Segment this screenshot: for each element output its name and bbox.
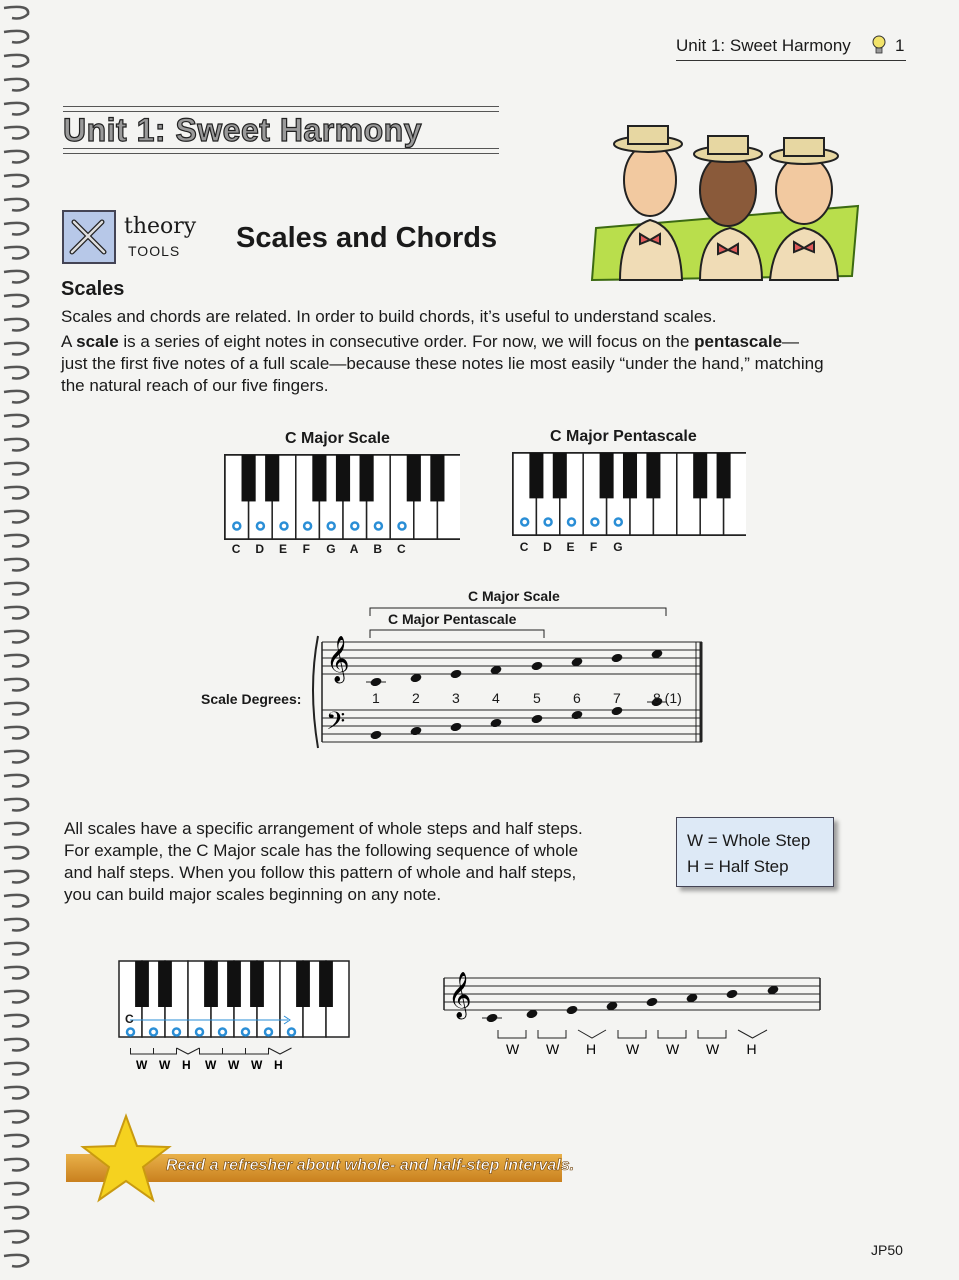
bass-note: [450, 722, 463, 733]
spiral-coil: [4, 1135, 28, 1147]
theory-tools-icon: [62, 210, 116, 264]
note-name: G: [326, 542, 336, 556]
term-pentascale: pentascale: [694, 332, 783, 351]
spiral-coil: [4, 127, 28, 139]
treble-note: [611, 653, 624, 664]
term-scale: scale: [76, 332, 119, 351]
note-dot: [173, 1029, 180, 1036]
c-major-scale-label: C Major Scale: [285, 430, 390, 447]
spiral-coil: [4, 751, 28, 763]
steps-line: and half steps. When you follow this pattern of whole and half steps,: [64, 863, 577, 882]
spiral-coil: [4, 175, 28, 187]
spiral-coil: [4, 583, 28, 595]
bass-note: [531, 714, 544, 725]
step-legend-box: [676, 817, 834, 887]
whole-step-bracket: [246, 1048, 269, 1054]
black-key: [204, 961, 218, 1007]
note-name: B: [373, 542, 383, 556]
keyboard-c-major-scale: [224, 454, 460, 540]
spiral-coil: [4, 727, 28, 739]
step-label: W: [666, 1041, 680, 1057]
treble-staff-step-pattern: [440, 966, 824, 1062]
note-head: [486, 1013, 499, 1024]
step-label: H: [274, 1058, 283, 1072]
note-dot: [304, 523, 311, 530]
spiral-coil: [4, 1015, 28, 1027]
step-label: W: [506, 1041, 520, 1057]
keyboard-start-note: C: [125, 1012, 134, 1026]
unit-title: Unit 1: Sweet Harmony: [63, 112, 423, 148]
note-dot: [591, 519, 598, 526]
treble-clef: 𝄞: [326, 636, 350, 682]
spiral-coil: [4, 391, 28, 403]
spiral-coil: [4, 1039, 28, 1051]
spiral-coil: [4, 55, 28, 67]
brace: [313, 636, 318, 748]
note-head: [646, 997, 659, 1008]
bracket-scale-label: C Major Scale: [468, 588, 560, 604]
black-key: [407, 455, 421, 501]
spiral-coil: [4, 247, 28, 259]
step-label: H: [586, 1041, 597, 1057]
scale-degree: 7: [613, 690, 621, 706]
note-name: D: [543, 540, 552, 554]
bass-note: [370, 730, 383, 741]
grand-staff: [196, 582, 716, 764]
spiral-coil: [4, 271, 28, 283]
legend-whole-step: W = Whole Step: [687, 831, 811, 850]
spiral-coil: [4, 1231, 28, 1243]
page-number: 1: [895, 36, 905, 55]
unit-title-block: [63, 106, 499, 154]
spiral-coil: [4, 103, 28, 115]
spiral-coil: [4, 79, 28, 91]
barbershop-quartet-illustration: [590, 110, 860, 282]
note-dot: [233, 523, 240, 530]
step-label: W: [251, 1058, 263, 1072]
spiral-coil: [4, 895, 28, 907]
note-dot: [615, 519, 622, 526]
spiral-coil: [4, 775, 28, 787]
keyboard-left-note-names: [224, 542, 460, 560]
half-step-bracket: [177, 1048, 200, 1054]
step-label: W: [205, 1058, 217, 1072]
bass-note: [410, 726, 423, 737]
note-dot: [150, 1029, 157, 1036]
note-name: C: [397, 542, 406, 556]
black-key: [135, 961, 149, 1007]
note-dot: [545, 519, 552, 526]
spiral-coil: [4, 199, 28, 211]
spiral-coil: [4, 679, 28, 691]
text-line: the natural reach of our five fingers.: [61, 376, 329, 395]
black-key: [430, 455, 444, 501]
note-dot: [375, 523, 382, 530]
whole-step-bracket: [538, 1030, 566, 1038]
steps-line: All scales have a specific arrangement of whole steps and half steps.: [64, 819, 583, 838]
whole-step-bracket: [618, 1030, 646, 1038]
treble-note: [531, 661, 544, 672]
spiral-coil: [4, 823, 28, 835]
spiral-coil: [4, 1063, 28, 1075]
scale-degree: 2: [412, 690, 420, 706]
note-name: G: [613, 540, 623, 554]
whole-step-bracket: [154, 1048, 177, 1054]
scale-degree: 4: [492, 690, 500, 706]
keyboard-step-pattern: [118, 960, 350, 1080]
spiral-coil: [4, 799, 28, 811]
text-span: is a series of eight notes in consecutive order. For now, we will focus on the: [118, 332, 695, 351]
bracket-pentascale-label: C Major Pentascale: [388, 611, 517, 627]
whole-step-bracket: [200, 1048, 223, 1054]
black-key: [296, 961, 310, 1007]
steps-line: For example, the C Major scale has the following sequence of whole: [64, 841, 579, 860]
text-span: —: [782, 332, 800, 351]
intro-paragraph: Scales and chords are related. In order to build chords, it’s useful to understand scales.: [61, 307, 717, 326]
step-label: W: [159, 1058, 171, 1072]
spiral-coil: [4, 847, 28, 859]
treble-clef: 𝄞: [448, 972, 472, 1018]
note-dot: [219, 1029, 226, 1036]
note-name: C: [519, 540, 529, 554]
note-name: F: [302, 542, 310, 556]
note-dot: [521, 519, 528, 526]
pentascale-bracket: [370, 630, 544, 638]
note-name: D: [255, 542, 265, 556]
spiral-coil: [4, 1159, 28, 1171]
step-label: H: [746, 1041, 757, 1057]
half-step-bracket: [269, 1048, 292, 1054]
treble-note: [450, 669, 463, 680]
spiral-coil: [4, 223, 28, 235]
note-dot: [328, 523, 335, 530]
note-name: F: [589, 540, 598, 554]
black-key: [265, 455, 279, 501]
note-head: [566, 1005, 579, 1016]
c-major-pentascale-label: C Major Pentascale: [550, 428, 697, 445]
legend-half-step: H = Half Step: [687, 857, 789, 876]
whole-step-bracket: [698, 1030, 726, 1038]
running-header-title: Unit 1: Sweet Harmony: [676, 36, 851, 55]
spiral-coil: [4, 1207, 28, 1219]
note-dot: [281, 523, 288, 530]
note-dot: [265, 1029, 272, 1036]
keyboard-c-major-pentascale: [512, 452, 746, 538]
step-label: W: [228, 1058, 240, 1072]
text-line: just the first five notes of a full scale—because these notes lie most easily “under the hand,” matching: [61, 354, 824, 373]
bass-note: [490, 718, 503, 729]
star-icon: [80, 1112, 172, 1208]
note-name: A: [349, 542, 359, 556]
note-dot: [568, 519, 575, 526]
black-key: [360, 455, 374, 501]
black-key: [646, 453, 660, 498]
refresher-link[interactable]: Read a refresher about whole- and half-step intervals.: [166, 1157, 575, 1174]
step-label: W: [626, 1041, 640, 1057]
spiral-coil: [4, 943, 28, 955]
spiral-coil: [4, 991, 28, 1003]
whole-step-bracket: [498, 1030, 526, 1038]
spiral-coil: [4, 1111, 28, 1123]
step-label: H: [182, 1058, 191, 1072]
spiral-coil: [4, 319, 28, 331]
step-label: W: [546, 1041, 560, 1057]
spiral-coil: [4, 871, 28, 883]
step-label: W: [136, 1058, 148, 1072]
note-name: C: [231, 542, 241, 556]
black-key: [553, 453, 567, 498]
section-title: Scales and Chords: [236, 222, 498, 254]
spiral-coil: [4, 367, 28, 379]
black-key: [227, 961, 241, 1007]
note-head: [726, 989, 739, 1000]
spiral-coil: [4, 487, 28, 499]
treble-note: [370, 677, 383, 688]
black-key: [600, 453, 614, 498]
steps-explanation: [64, 818, 644, 906]
spiral-coil: [4, 343, 28, 355]
spiral-coil: [4, 439, 28, 451]
spiral-coil: [4, 559, 28, 571]
steps-line: you can build major scales beginning on any note.: [64, 885, 442, 904]
spiral-coil: [4, 1183, 28, 1195]
lightbulb-icon: [870, 34, 888, 56]
black-key: [242, 455, 256, 501]
crossed-tools-icon: [64, 212, 114, 262]
note-dot: [196, 1029, 203, 1036]
note-dot: [242, 1029, 249, 1036]
scale-degree: 1: [372, 690, 380, 706]
keyboard-right-note-names: [512, 540, 746, 558]
black-key: [623, 453, 637, 498]
spiral-coil: [4, 1255, 28, 1267]
scale-definition-paragraph: [61, 331, 901, 397]
scale-degree: 6: [573, 690, 581, 706]
spiral-coil: [4, 295, 28, 307]
spiral-coil: [4, 463, 28, 475]
black-key: [250, 961, 264, 1007]
black-key: [319, 961, 333, 1007]
spiral-coil: [4, 151, 28, 163]
black-key: [312, 455, 326, 501]
note-name: E: [566, 540, 575, 554]
unit-title-bottom-rule: [63, 148, 499, 154]
spiral-coil: [4, 919, 28, 931]
tools-label: TOOLS: [128, 243, 181, 259]
black-key: [158, 961, 172, 1007]
spiral-coil: [4, 415, 28, 427]
step-label: W: [706, 1041, 720, 1057]
spiral-coil: [4, 607, 28, 619]
spiral-coil: [4, 631, 28, 643]
scale-degree: 8 (1): [653, 690, 682, 706]
subsection-title: Scales: [61, 278, 125, 300]
black-key: [717, 453, 731, 498]
note-dot: [257, 523, 264, 530]
note-dot: [288, 1029, 295, 1036]
whole-step-bracket: [658, 1030, 686, 1038]
scale-degree: 3: [452, 690, 460, 706]
spiral-binding: [0, 0, 40, 1280]
scale-degree-numbers: [356, 690, 696, 708]
bass-note: [571, 710, 584, 721]
scale-degree: 5: [533, 690, 541, 706]
spiral-coil: [4, 511, 28, 523]
spiral-coil: [4, 535, 28, 547]
note-dot: [399, 523, 406, 530]
spiral-coil: [4, 1087, 28, 1099]
spiral-coil: [4, 655, 28, 667]
black-key: [529, 453, 543, 498]
note-dot: [351, 523, 358, 530]
bass-clef: 𝄢: [326, 707, 346, 742]
scale-degrees-label: Scale Degrees:: [201, 691, 302, 707]
whole-step-bracket: [223, 1048, 246, 1054]
spiral-coil: [4, 31, 28, 43]
note-dot: [127, 1029, 134, 1036]
black-key: [336, 455, 350, 501]
spiral-coil: [4, 967, 28, 979]
whole-step-bracket: [131, 1048, 154, 1054]
half-step-bracket: [578, 1030, 606, 1038]
spiral-coil: [4, 7, 28, 19]
half-step-bracket: [738, 1030, 767, 1038]
note-name: E: [279, 542, 288, 556]
footer-code: JP50: [871, 1242, 903, 1258]
black-key: [693, 453, 707, 498]
theory-label: theory: [124, 214, 197, 239]
spiral-coil: [4, 703, 28, 715]
text-span: A: [61, 332, 77, 351]
header-rule: [676, 60, 906, 61]
